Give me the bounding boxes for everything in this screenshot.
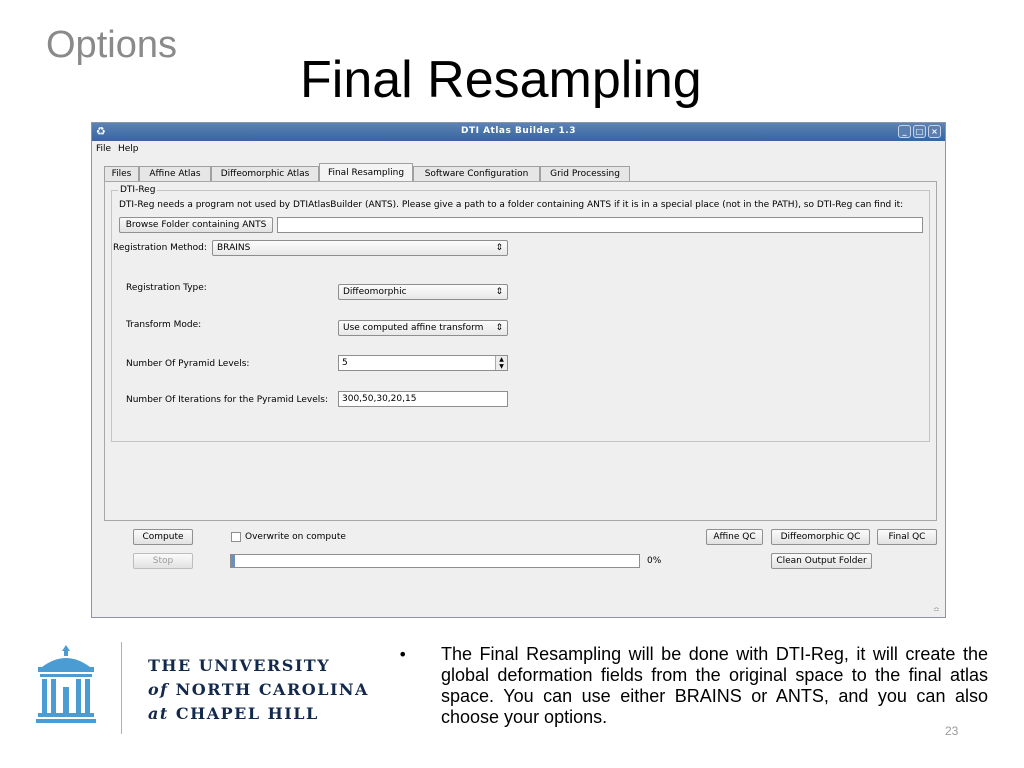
updown-arrows-icon: ⇕: [495, 243, 503, 253]
dtireg-group: [111, 185, 930, 442]
final-resampling-panel: [104, 181, 937, 521]
iterations-label: Number Of Iterations for the Pyramid Levels:: [126, 395, 329, 405]
progress-percent: 0%: [647, 556, 662, 566]
tab-final-resampling[interactable]: Final Resampling: [319, 163, 413, 182]
tab-affine-atlas[interactable]: Affine Atlas: [139, 166, 211, 181]
pyramid-levels-spinbox[interactable]: [338, 355, 508, 371]
stop-button[interactable]: Stop: [133, 553, 193, 569]
updown-arrows-icon: ⇕: [495, 323, 503, 333]
menu-file[interactable]: File: [96, 144, 112, 154]
affine-qc-button[interactable]: Affine QC: [706, 529, 763, 545]
registration-method-label: Registration Method:: [113, 243, 207, 253]
old-well-logo-icon: [34, 643, 98, 727]
tab-diffeomorphic-atlas[interactable]: Diffeomorphic Atlas: [211, 166, 319, 181]
bullet-icon: •: [398, 645, 408, 664]
menubar: [92, 141, 945, 158]
university-campus: CHAPEL HILL: [175, 704, 319, 723]
spin-arrows-icon[interactable]: ▲ ▼: [495, 356, 507, 370]
transform-mode-select[interactable]: [338, 320, 508, 336]
registration-type-select[interactable]: [338, 284, 508, 300]
diffeomorphic-qc-button[interactable]: Diffeomorphic QC: [771, 529, 870, 545]
updown-arrows-icon: ⇕: [495, 287, 503, 297]
bullet-text: The Final Resampling will be done with DTI-Reg, it will create the global deformation fields from the original space to the final atlas space. You can use either BRAINS or ANTS, and you can also choose your options.: [441, 644, 988, 727]
transform-mode-value: Use computed affine transform: [343, 323, 484, 333]
maximize-icon[interactable]: □: [913, 125, 926, 138]
progress-bar-fill: [231, 555, 235, 567]
dtireg-info-text: DTI-Reg needs a program not used by DTIAtlasBuilder (ANTS). Please give a path to a folder containing ANTS if it is in a special place (not in the PATH), so DTI-Reg can find it:: [119, 200, 904, 210]
pyramid-levels-label: Number Of Pyramid Levels:: [126, 359, 250, 369]
progress-bar: [230, 554, 640, 568]
final-qc-button[interactable]: Final QC: [877, 529, 937, 545]
app-window: [91, 122, 946, 618]
minimize-icon[interactable]: _: [898, 125, 911, 138]
overwrite-label: Overwrite on compute: [245, 532, 346, 542]
clean-output-folder-button[interactable]: Clean Output Folder: [771, 553, 872, 569]
overwrite-checkbox[interactable]: [231, 532, 241, 542]
compute-button[interactable]: Compute: [133, 529, 193, 545]
transform-mode-label: Transform Mode:: [126, 320, 202, 330]
slide-title: Final Resampling: [300, 51, 702, 109]
university-of: of: [148, 680, 169, 699]
page-number: 23: [945, 724, 959, 738]
pyramid-levels-value: 5: [342, 358, 348, 368]
dtireg-group-title: DTI-Reg: [120, 185, 156, 195]
menu-help[interactable]: Help: [118, 144, 139, 154]
tab-software-configuration[interactable]: Software Configuration: [413, 166, 540, 181]
registration-method-select[interactable]: [212, 240, 508, 256]
logo-divider: [121, 642, 122, 734]
iterations-input[interactable]: 300,50,30,20,15: [338, 391, 508, 407]
university-line-2: [148, 680, 369, 699]
university-state: NORTH CAROLINA: [175, 680, 369, 699]
registration-method-value: BRAINS: [217, 243, 251, 253]
university-line-1: THE UNIVERSITY: [148, 656, 331, 675]
ants-path-input[interactable]: [277, 217, 923, 233]
registration-type-value: Diffeomorphic: [343, 287, 407, 297]
app-icon: ♻: [96, 125, 106, 138]
close-icon[interactable]: ×: [928, 125, 941, 138]
slide-section-label: Options: [46, 24, 177, 66]
registration-type-label: Registration Type:: [126, 283, 207, 293]
tab-files[interactable]: Files: [104, 166, 139, 181]
window-title: DTI Atlas Builder 1.3: [460, 126, 576, 136]
tab-grid-processing[interactable]: Grid Processing: [540, 166, 630, 181]
university-line-3: [148, 704, 319, 723]
resize-grip-icon[interactable]: ≏: [933, 605, 940, 614]
browse-ants-button[interactable]: Browse Folder containing ANTS: [119, 217, 273, 233]
university-at: at: [148, 704, 169, 723]
window-titlebar[interactable]: [92, 123, 945, 141]
